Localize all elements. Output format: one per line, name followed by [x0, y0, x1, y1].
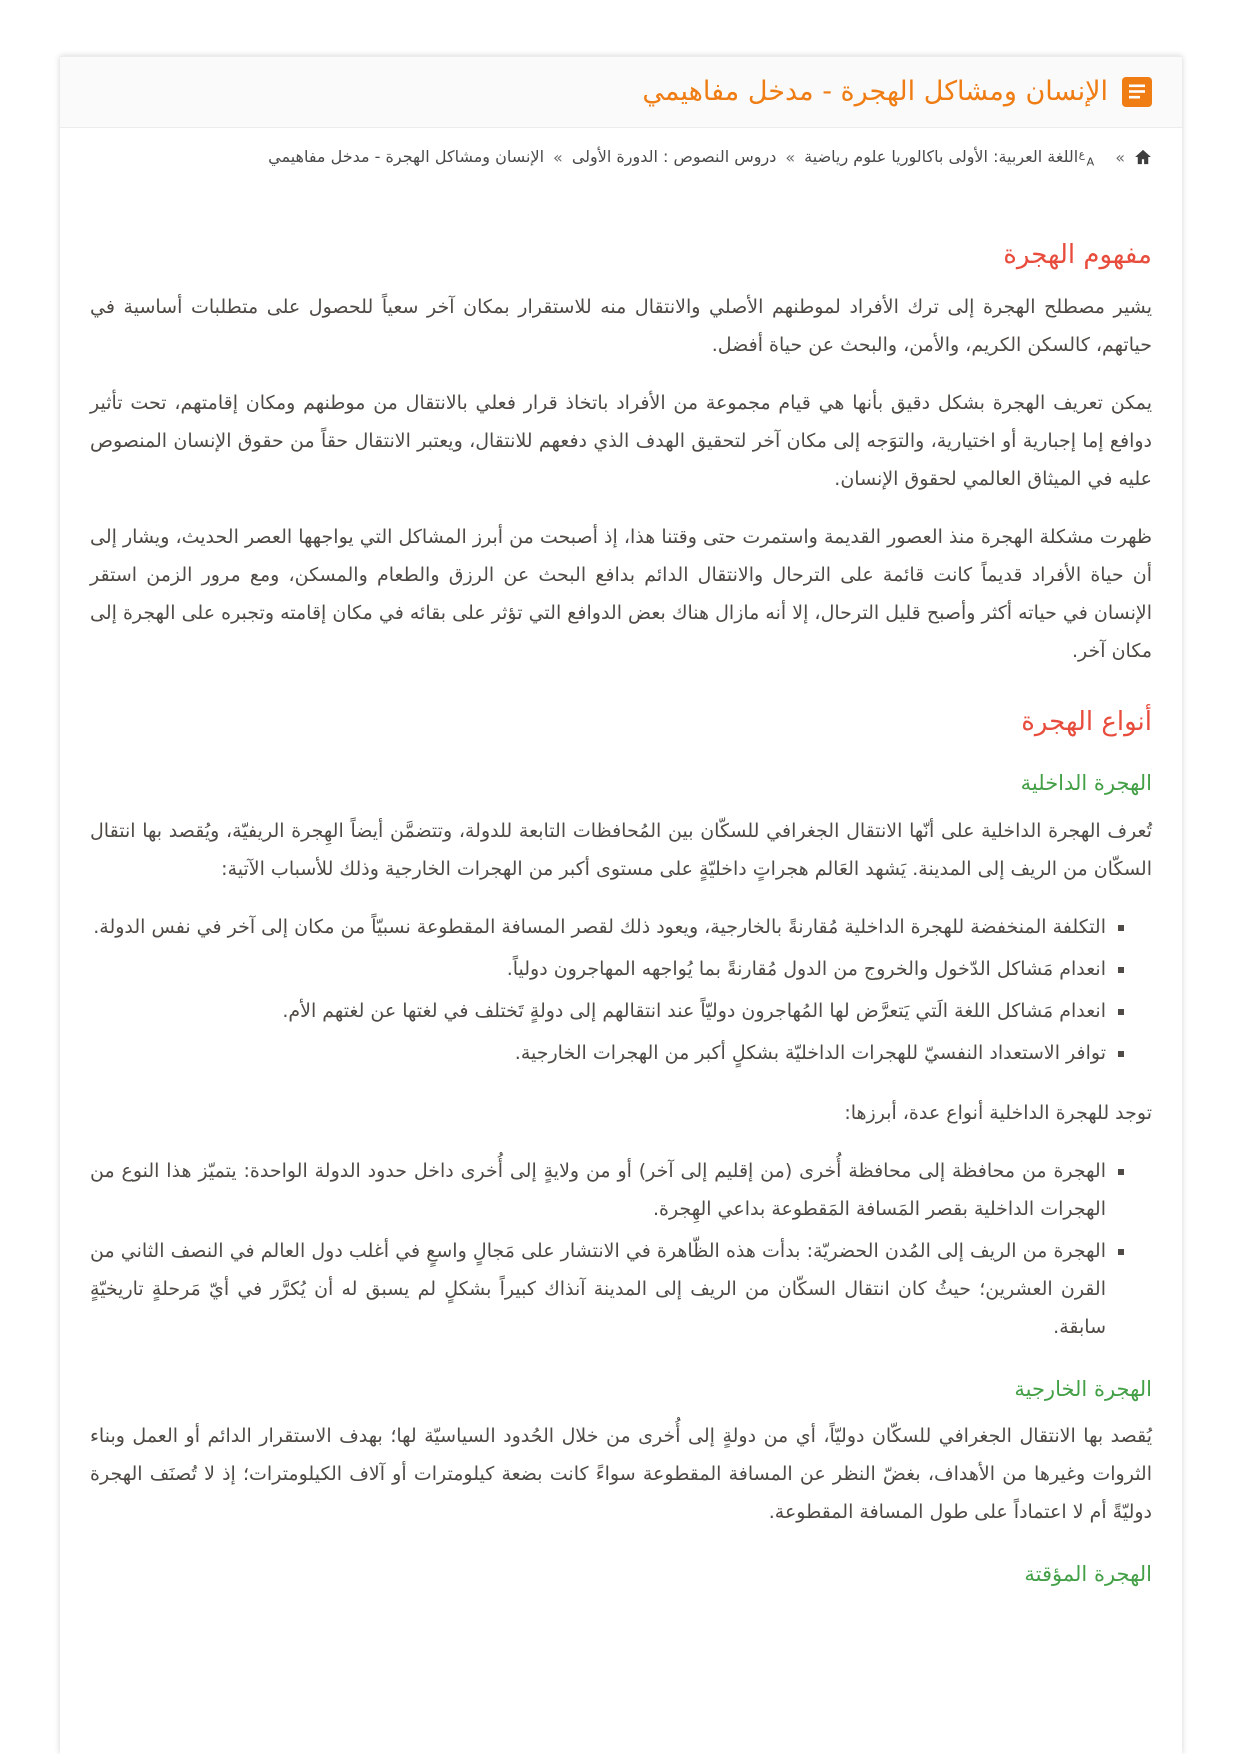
- internal-migration-reasons-list: [90, 908, 1152, 1072]
- paragraph-concept-1: يشير مصطلح الهجرة إلى ترك الأفراد لموطنهم الأصلي والانتقال منه للاستقرار بمكان آخر سعياً للحصول على متطلبات أساسية في حياتهم، كالسكن الكريم، والأمن، والبحث عن حياة أفضل.: [90, 295, 1152, 356]
- svg-text:A: A: [1086, 155, 1095, 169]
- translate-icon: [1078, 148, 1106, 169]
- list-item: ▪ الهجرة من محافظة إلى محافظة أُخرى (من إقليم إلى آخر) أو من ولايةٍ إلى أُخرى داخل حدود الدولة الواحدة: يتميّز هذا النوع من الهجرات الداخلية بقصر المَسافة المَقطوعة بداعي الهِجرة.: [90, 1152, 1106, 1228]
- list-item: ▪ التكلفة المنخفضة للهجرة الداخلية مُقارنةً بالخارجية، ويعود ذلك لقصر المسافة المقطوعة نسبيّاً من مكان إلى آخر في نفس الدولة.: [90, 908, 1106, 946]
- breadcrumb-separator: »: [553, 147, 563, 167]
- page-header: [60, 56, 1182, 128]
- breadcrumb-separator: »: [785, 147, 796, 167]
- page-container: [60, 56, 1182, 1754]
- paragraph-internal-intro: تُعرف الهجرة الداخلية على أنّها الانتقال الجغرافي للسكّان بين المُحافظات التابعة للدولة، وتتضمَّن أيضاً الهِجرة الريفيّة، ويُقصد بها انتقال السكّان من الريف إلى المدينة. يَشهد العَالم هجراتٍ داخليّةٍ على مستوى أكبر من الهجرات الخارجية وذلك للأسباب الآتية:: [90, 819, 1152, 880]
- svg-text:ع: ع: [1078, 149, 1085, 161]
- breadcrumb-item-language[interactable]: [804, 145, 1106, 169]
- list-item: ▪ انعدام مَشاكل الدّخول والخروج من الدول مُقارنةً بما يُواجهه المهاجرون دولياً.: [90, 950, 1106, 988]
- subheading-external-migration: الهجرة الخارجية: [1014, 1376, 1152, 1401]
- list-item: ▪ توافر الاستعداد النفسيّ للهجرات الداخليّة بشكلٍ أكبر من الهجرات الخارجية.: [90, 1034, 1106, 1072]
- paragraph-external: يُقصد بها الانتقال الجغرافي للسكّان دوليّاً، أي من دولةٍ إلى أُخرى من خلال الحُدود السياسيّة لها؛ بهدف الاستقرار الدائم أو العمل وبناء الثروات وغيرها من الأهداف، بغضّ النظر عن المسافة المقطوعة سواءً كانت بضعة كيلومترات أو آلاف الكيلومترات؛ إذ لا تُصنَف الهجرة دوليّةً أم لا اعتماداً على طول المسافة المقطوعة.: [90, 1425, 1152, 1524]
- paragraph-concept-2: يمكن تعريف الهجرة بشكل دقيق بأنها هي قيام مجموعة من الأفراد باتخاذ قرار فعلي بالانتقال من موطنهم ومكان إقامتهم، تحت تأثير دوافع إما إجبارية أو اختيارية، والتوَجه إلى مكان آخر لتحقيق الهدف الذي دفعهم للانتقال، ويعتبر الانتقال حقاً من حقوق الإنسان المنصوص عليه في الميثاق العالمي لحقوق الإنسان.: [90, 391, 1152, 490]
- breadcrumb-separator: »: [1115, 147, 1125, 167]
- list-item: ▪ الهجرة من الريف إلى المُدن الحضريّة: بدأت هذه الظّاهرة في الانتشار على مَجالٍ واسعٍ في أغلب دول العالم في النصف الثاني من القرن العشرين؛ حيثُ كان انتقال السكّان من الريف إلى المدينة آنذاك كبيراً بشكلٍ لم يسبق له أن يُكرَّر في أيّ مَرحلةٍ تاريخيّةٍ سابقة.: [90, 1232, 1106, 1346]
- breadcrumb-item-course[interactable]: دروس النصوص : الدورة الأولى: [571, 147, 777, 167]
- paragraph-internal-types-intro: توجد للهجرة الداخلية أنواع عدة، أبرزها:: [844, 1101, 1152, 1124]
- home-icon: [1134, 148, 1152, 166]
- breadcrumb-item-label: اللغة العربية: الأولى باكالوريا علوم رياضية: [804, 147, 1079, 167]
- subheading-internal-migration: الهجرة الداخلية: [1020, 771, 1152, 796]
- internal-migration-types-list: [90, 1152, 1152, 1346]
- home-link[interactable]: [1134, 148, 1152, 166]
- page-title: الإنسان ومشاكل الهجرة - مدخل مفاهيمي: [642, 76, 1108, 107]
- list-item: ▪ انعدام مَشاكل اللغة الَتي يَتعرَّض لها المُهاجرون دوليّاً عند انتقالهم إلى دولةٍ تَختلف في لغتها عن لغتهم الأم.: [90, 992, 1106, 1030]
- lesson-document-icon: [1122, 77, 1152, 107]
- breadcrumb: [60, 128, 1182, 177]
- article-content: [60, 237, 1182, 1660]
- section-heading-migration-types: أنواع الهجرة: [1021, 706, 1152, 737]
- subheading-temporary-migration: الهجرة المؤقتة: [1024, 1562, 1152, 1587]
- breadcrumb-current-page: الإنسان ومشاكل الهجرة - مدخل مفاهيمي: [268, 147, 545, 167]
- section-heading-migration-concept: مفهوم الهجرة: [1003, 240, 1152, 271]
- paragraph-concept-3: ظهرت مشكلة الهجرة منذ العصور القديمة واستمرت حتى وقتنا هذا، إذ أصبحت من أبرز المشاكل التي يواجهها العصر الحديث، ويشار إلى أن حياة الأفراد قديماً كانت قائمة على الترحال والانتقال الدائم بدافع البحث عن الرزق والطعام والمسكن، ومع مرور الزمن استقر الإنسان في حياته أكثر وأصبح قليل الترحال، إلا أنه مازال هناك بعض الدوافع التي تؤثر على بقائه في مكان إقامته وتجبره على الهجرة إلى مكان آخر.: [90, 525, 1152, 662]
